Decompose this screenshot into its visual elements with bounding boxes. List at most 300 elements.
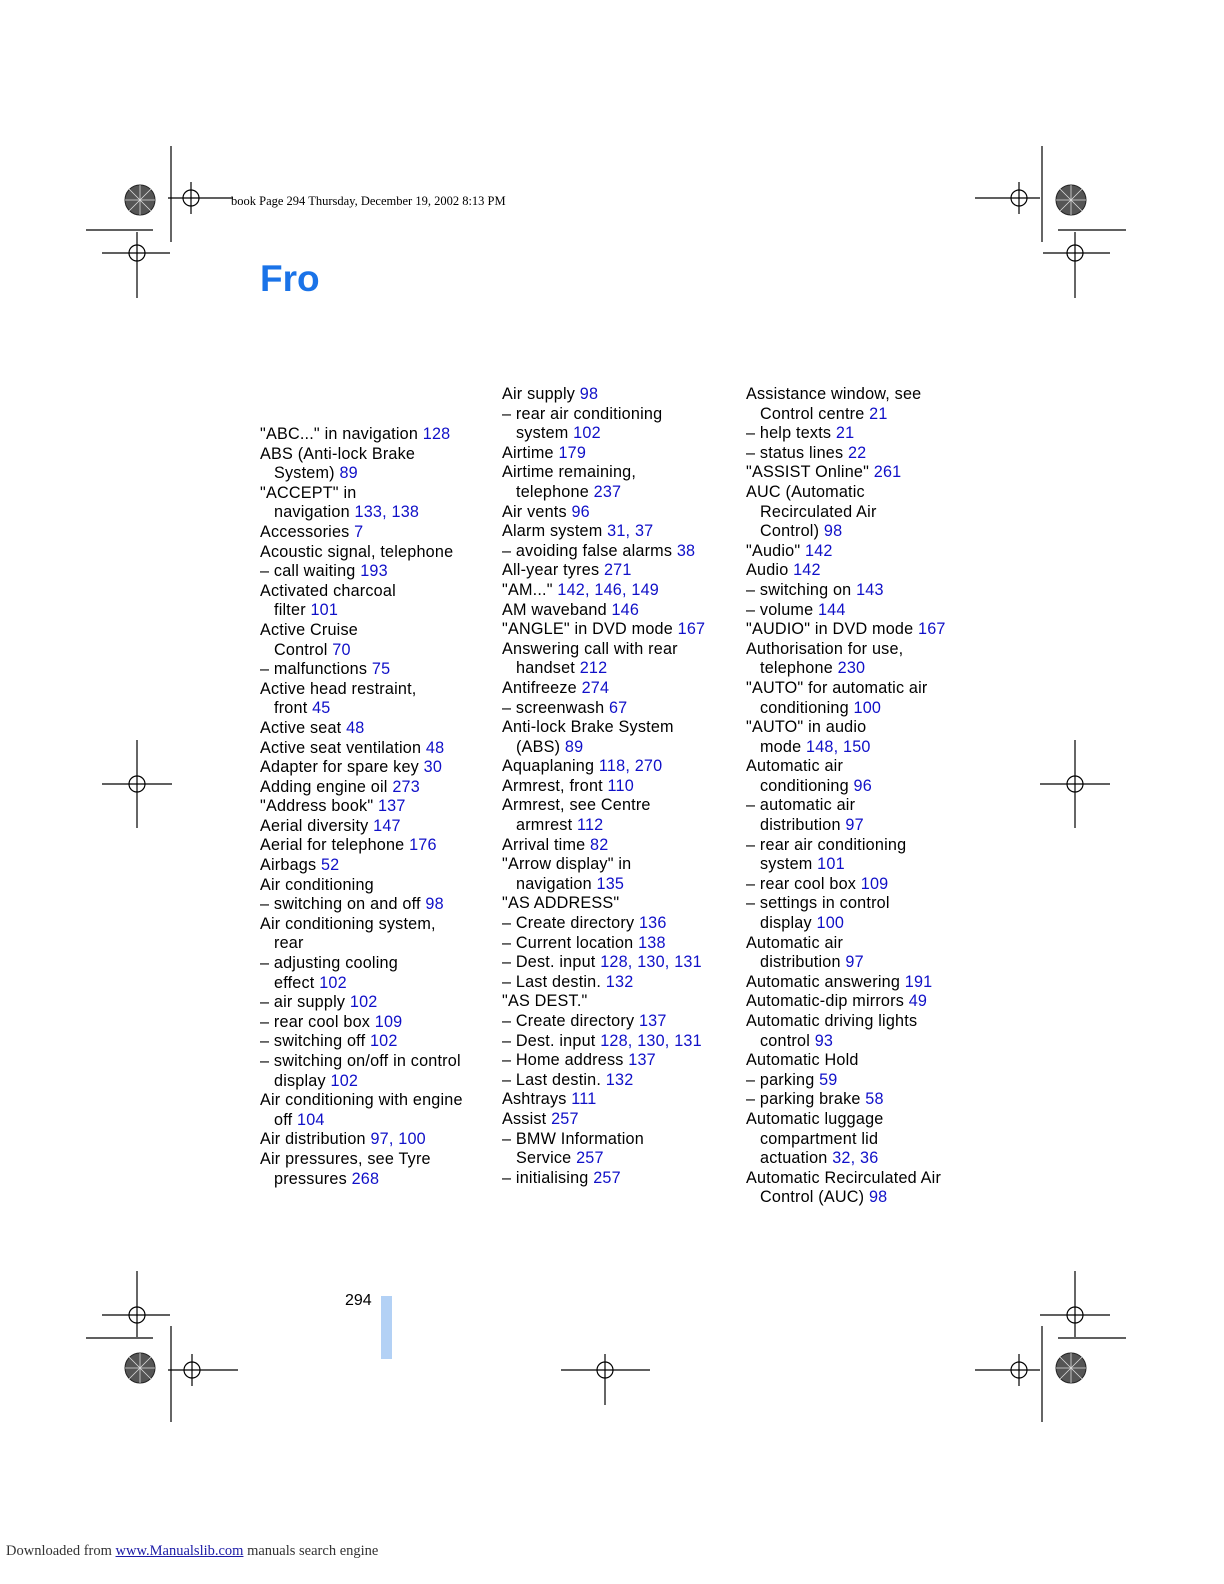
index-entry-text: Aquaplaning <box>502 757 599 776</box>
index-entry-text: Control (AUC) <box>760 1188 869 1207</box>
index-entry <box>260 680 500 700</box>
index-entry-text: "AM..." <box>502 580 558 599</box>
index-entry <box>260 621 500 641</box>
index-page-link[interactable]: 136 <box>638 914 667 933</box>
index-page-link[interactable]: 7 <box>354 522 364 541</box>
index-entry-text: Airbags <box>260 856 321 875</box>
index-entry <box>502 1110 742 1130</box>
index-entry-text: – Dest. input <box>502 1031 601 1050</box>
index-entry-text: Air conditioning with engine <box>260 1091 463 1110</box>
index-page-link[interactable]: 167 <box>918 620 946 639</box>
index-entry <box>502 659 742 679</box>
index-entry <box>260 797 500 817</box>
index-page-link[interactable]: 100 <box>853 698 882 717</box>
index-entry-text: distribution <box>760 953 846 972</box>
index-entry-text: – automatic air <box>746 796 856 815</box>
index-page-link[interactable]: 147 <box>373 816 401 835</box>
index-entry <box>260 464 500 484</box>
index-entry-text: "Arrow display" in <box>502 855 632 874</box>
index-page-link[interactable]: 137 <box>628 1051 656 1070</box>
index-page-link[interactable]: 133, 138 <box>354 503 420 522</box>
index-entry <box>260 699 500 719</box>
index-entry <box>746 875 986 895</box>
index-entry-text: actuation <box>760 1149 833 1168</box>
index-entry <box>502 581 742 601</box>
index-page-link[interactable]: 257 <box>576 1149 604 1168</box>
index-page-link[interactable]: 96 <box>853 776 872 795</box>
index-entry <box>502 542 742 562</box>
index-page-link[interactable]: 48 <box>425 738 445 757</box>
index-entry-text: Service <box>516 1149 577 1168</box>
index-entry-text: "AUTO" in audio <box>746 718 867 737</box>
index-entry <box>746 914 986 934</box>
index-entry <box>746 836 986 856</box>
index-entry <box>502 699 742 719</box>
index-entry <box>746 1012 986 1032</box>
index-page-link[interactable]: 230 <box>837 659 866 678</box>
index-entry <box>502 1169 742 1189</box>
index-entry-text: display <box>274 1071 331 1090</box>
index-entry-text: – rear air conditioning <box>746 835 907 854</box>
index-page-link[interactable]: 32, 36 <box>832 1149 879 1168</box>
index-page-link[interactable]: 75 <box>371 660 391 679</box>
index-entry-text: Control) <box>760 522 824 541</box>
index-page-link[interactable]: 82 <box>590 835 609 854</box>
index-page-link[interactable]: 102 <box>349 993 378 1012</box>
index-entry-text: Air distribution <box>260 1130 371 1149</box>
index-entry-text: distribution <box>760 816 846 835</box>
index-entry-text: – rear cool box <box>260 1012 375 1031</box>
index-entry <box>260 1032 500 1052</box>
index-page-link[interactable]: 143 <box>856 580 884 599</box>
index-entry-text: Authorisation for use, <box>746 639 904 658</box>
index-page-link[interactable]: 98 <box>425 895 444 914</box>
index-entry-text: front <box>274 699 313 718</box>
index-page-link[interactable]: 148, 150 <box>806 737 871 756</box>
index-entry-text: compartment lid <box>760 1129 879 1148</box>
index-entry <box>746 699 986 719</box>
index-entry-text: – volume <box>746 600 818 619</box>
index-entry <box>260 445 500 465</box>
index-entry <box>260 582 500 602</box>
index-page-link[interactable]: 45 <box>312 699 331 718</box>
index-page-link[interactable]: 167 <box>677 620 706 639</box>
index-entry <box>502 1090 742 1110</box>
index-entry <box>260 895 500 915</box>
index-entry <box>746 1071 986 1091</box>
index-entry-text: navigation <box>516 874 597 893</box>
index-entry-text: Control centre <box>760 404 870 423</box>
index-entry <box>746 561 986 581</box>
index-entry <box>260 660 500 680</box>
index-entry-text: Automatic-dip mirrors <box>746 992 909 1011</box>
index-entry-text: Airtime <box>502 443 559 462</box>
index-page-link[interactable]: 21 <box>835 424 855 443</box>
index-entry-text: Active Cruise <box>260 620 358 639</box>
index-page-link[interactable]: 112 <box>576 816 604 835</box>
index-page-link[interactable]: 138 <box>638 933 666 952</box>
index-entry <box>746 659 986 679</box>
index-entry-text: ABS (Anti-lock Brake <box>260 444 416 463</box>
index-entry <box>260 543 500 563</box>
index-entry-text: "ABC..." in navigation <box>260 425 423 443</box>
index-page-link[interactable]: 102 <box>330 1071 359 1090</box>
index-entry <box>746 405 986 425</box>
index-entry-text: "Audio" <box>746 541 805 560</box>
index-entry-text: – settings in control <box>746 894 890 913</box>
index-entry <box>260 484 500 504</box>
index-entry-text: display <box>760 914 817 933</box>
index-entry <box>746 640 986 660</box>
index-entry-text: System) <box>274 464 340 483</box>
index-entry <box>746 738 986 758</box>
index-page-link[interactable]: 98 <box>868 1188 888 1207</box>
index-entry-text: Anti-lock Brake System <box>502 718 674 737</box>
index-entry <box>502 1032 742 1052</box>
index-page-link[interactable]: 110 <box>607 776 634 795</box>
index-page-link[interactable]: 22 <box>847 443 867 462</box>
index-entry <box>502 934 742 954</box>
index-page-link[interactable]: 135 <box>596 874 625 893</box>
index-entry-text: conditioning <box>760 776 854 795</box>
index-entry-text: "ANGLE" in DVD mode <box>502 620 678 639</box>
index-page-link[interactable]: 97 <box>845 953 864 972</box>
index-entry-text: AM waveband <box>502 600 612 619</box>
index-page-link[interactable]: 89 <box>339 464 358 483</box>
index-entry-text: "ASSIST Online" <box>746 463 874 482</box>
index-entry-text: AUC (Automatic <box>746 482 865 501</box>
index-page-link[interactable]: 273 <box>392 777 420 796</box>
index-page-link[interactable]: 21 <box>869 404 888 423</box>
index-entry-text: – air supply <box>260 993 350 1012</box>
index-entry <box>502 424 742 444</box>
index-entry <box>746 1169 986 1189</box>
index-page-link[interactable]: 142 <box>805 541 833 560</box>
index-entry <box>260 425 500 445</box>
index-page-link[interactable]: 98 <box>823 522 843 541</box>
index-page-link[interactable]: 52 <box>320 856 340 875</box>
index-entry <box>260 1170 500 1190</box>
index-entry <box>746 973 986 993</box>
index-entry <box>260 856 500 876</box>
index-page-link[interactable]: 104 <box>297 1110 325 1129</box>
index-entry <box>746 1032 986 1052</box>
index-entry-text: – avoiding false alarms <box>502 541 677 560</box>
index-entry-text: filter <box>274 601 311 620</box>
index-entry-text: Aerial diversity <box>260 816 374 835</box>
index-entry <box>746 503 986 523</box>
index-entry-text: Air conditioning system, <box>260 914 436 933</box>
index-entry <box>502 1149 742 1169</box>
index-page-link[interactable]: 111 <box>571 1090 597 1109</box>
index-page-link[interactable]: 96 <box>571 502 590 521</box>
index-entry <box>260 778 500 798</box>
index-entry-text: Armrest, front <box>502 776 608 795</box>
index-page-link[interactable]: 128 <box>422 425 451 443</box>
index-entry-text: – parking <box>746 1070 820 1089</box>
index-entry <box>260 974 500 994</box>
index-entry-text: Assistance window, see <box>746 385 922 403</box>
index-page-link[interactable]: 101 <box>310 601 339 620</box>
index-entry <box>260 739 500 759</box>
index-entry-text: Air pressures, see Tyre <box>260 1149 431 1168</box>
index-entry-text: Audio <box>746 561 794 580</box>
index-page-link[interactable]: 191 <box>904 972 933 991</box>
index-entry-text: Assist <box>502 1109 552 1128</box>
index-entry <box>260 719 500 739</box>
index-entry <box>260 836 500 856</box>
index-entry-text: Ashtrays <box>502 1090 572 1109</box>
index-entry <box>746 953 986 973</box>
index-entry-text: Alarm system <box>502 522 608 541</box>
index-page-link[interactable]: 257 <box>593 1168 621 1187</box>
index-entry <box>502 385 742 405</box>
index-entry-text: – Last destin. <box>502 972 606 991</box>
index-entry-text: Automatic air <box>746 933 844 952</box>
index-page-link[interactable]: 128, 130, 131 <box>600 1031 702 1050</box>
index-entry <box>746 581 986 601</box>
index-column-2 <box>502 385 742 1188</box>
index-entry-text: Answering call with rear <box>502 639 678 658</box>
index-entry-text: – screenwash <box>502 698 609 717</box>
index-entry <box>502 463 742 483</box>
index-entry-text: "ACCEPT" in <box>260 483 357 502</box>
index-entry <box>502 561 742 581</box>
index-entry-text: – help texts <box>746 424 836 443</box>
index-page-link[interactable]: 38 <box>676 541 696 560</box>
index-entry-text: mode <box>760 737 806 756</box>
index-entry-text: – Current location <box>502 933 639 952</box>
index-entry <box>502 444 742 464</box>
index-entry-text: Armrest, see Centre <box>502 796 651 815</box>
index-column-3 <box>746 385 986 1208</box>
index-entry-text: "AUDIO" in DVD mode <box>746 620 919 639</box>
index-entry-text: Control <box>274 640 333 659</box>
index-entry-text: "Address book" <box>260 797 378 816</box>
index-entry <box>746 620 986 640</box>
index-page-link[interactable]: 100 <box>816 914 845 933</box>
index-entry <box>502 679 742 699</box>
index-entry-text: – BMW Information <box>502 1129 644 1148</box>
index-entry <box>746 1110 986 1130</box>
index-entry-text: Arrival time <box>502 835 591 854</box>
footer-prefix: Downloaded from <box>6 1543 116 1559</box>
index-entry <box>502 1071 742 1091</box>
index-page-link[interactable]: 31, 37 <box>607 522 654 541</box>
index-page-link[interactable]: 142, 146, 149 <box>557 580 659 599</box>
index-entry <box>746 1130 986 1150</box>
index-entry <box>502 757 742 777</box>
index-page-link[interactable]: 97, 100 <box>370 1130 426 1149</box>
index-entry-text: "AS ADDRESS" <box>502 894 620 913</box>
index-entry-text: system <box>760 855 818 874</box>
index-entry-text: – status lines <box>746 443 848 462</box>
index-page-link[interactable]: 98 <box>579 385 599 403</box>
index-page-link[interactable]: 97 <box>845 816 864 835</box>
index-entry-text: – Dest. input <box>502 953 601 972</box>
index-entry <box>502 503 742 523</box>
index-entry <box>260 1150 500 1170</box>
index-entry-text: – Create directory <box>502 914 639 933</box>
footer-link[interactable]: www.Manualslib.com <box>115 1543 244 1559</box>
index-entry-text: telephone <box>516 482 594 501</box>
index-page-link[interactable]: 146 <box>611 600 640 619</box>
index-entry <box>502 816 742 836</box>
index-entry-text: – initialising <box>502 1168 594 1187</box>
index-page-link[interactable]: 109 <box>374 1012 403 1031</box>
index-entry-text: Automatic air <box>746 757 844 776</box>
index-page-link[interactable]: 137 <box>638 1012 667 1030</box>
index-page-link[interactable]: 102 <box>319 973 347 992</box>
index-entry <box>502 973 742 993</box>
index-entry <box>746 542 986 562</box>
index-entry-text: Active head restraint, <box>260 679 417 698</box>
index-entry <box>746 718 986 738</box>
index-entry <box>746 777 986 797</box>
index-entry-text: Automatic Recirculated Air <box>746 1168 942 1187</box>
index-entry-text: Air supply <box>502 385 580 403</box>
index-entry <box>746 385 986 405</box>
index-entry <box>260 562 500 582</box>
index-page-link[interactable]: 212 <box>579 659 608 678</box>
index-entry-text: telephone <box>760 659 838 678</box>
index-page-link[interactable]: 48 <box>346 718 365 737</box>
index-column-1 <box>260 425 500 1189</box>
index-entry <box>746 424 986 444</box>
index-page-link[interactable]: 128, 130, 131 <box>600 953 702 972</box>
index-entry-text: Acoustic signal, telephone <box>260 542 454 561</box>
index-entry <box>502 1051 742 1071</box>
index-entry <box>260 601 500 621</box>
index-page-link[interactable]: 274 <box>581 678 610 697</box>
index-entry-text: – Create directory <box>502 1012 639 1030</box>
index-page-link[interactable]: 93 <box>814 1031 834 1050</box>
index-entry-text: Recirculated Air <box>760 502 877 521</box>
index-entry <box>260 934 500 954</box>
index-entry <box>502 855 742 875</box>
index-entry <box>746 1051 986 1071</box>
index-entry-text: – rear cool box <box>746 874 861 893</box>
index-entry <box>502 640 742 660</box>
index-entry <box>746 483 986 503</box>
index-page-link[interactable]: 142 <box>793 561 821 580</box>
index-entry <box>502 738 742 758</box>
index-page-link[interactable]: 144 <box>817 600 846 619</box>
index-entry-text: handset <box>516 659 580 678</box>
index-entry <box>502 620 742 640</box>
index-entry <box>746 934 986 954</box>
index-entry <box>260 503 500 523</box>
index-entry-text: Automatic driving lights <box>746 1012 918 1030</box>
index-entry-text: – switching on <box>746 580 857 599</box>
index-entry <box>746 992 986 1012</box>
index-page-link[interactable]: 102 <box>573 424 601 443</box>
index-entry-text: Adapter for spare key <box>260 758 424 777</box>
index-entry <box>260 1052 500 1072</box>
index-entry <box>746 796 986 816</box>
index-page-link[interactable]: 132 <box>605 1070 634 1089</box>
index-entry-text: Automatic Hold <box>746 1051 859 1070</box>
index-entry-text: – Home address <box>502 1051 629 1070</box>
index-page-link[interactable]: 70 <box>332 640 351 659</box>
index-entry-text: pressures <box>274 1169 352 1188</box>
index-page-link[interactable]: 261 <box>873 463 902 482</box>
index-entry <box>260 993 500 1013</box>
index-entry <box>746 757 986 777</box>
index-entry-text: Activated charcoal <box>260 581 396 600</box>
index-page-link[interactable]: 179 <box>558 443 587 462</box>
index-entry <box>502 718 742 738</box>
index-entry-text: "AUTO" for automatic air <box>746 678 928 697</box>
index-entry-text: – call waiting <box>260 562 361 581</box>
index-entry <box>502 796 742 816</box>
index-page-link[interactable]: 89 <box>564 737 584 756</box>
print-header-slug: book Page 294 Thursday, December 19, 2002 8:13 PM <box>231 194 506 208</box>
index-entry-text: conditioning <box>760 698 854 717</box>
index-page-link[interactable]: 271 <box>603 561 632 580</box>
index-entry <box>502 953 742 973</box>
index-entry-text: "AS DEST." <box>502 992 588 1011</box>
index-entry <box>502 777 742 797</box>
index-entry-text: armrest <box>516 816 577 835</box>
index-entry <box>502 875 742 895</box>
index-entry <box>260 876 500 896</box>
page-number: 294 <box>345 1292 372 1309</box>
index-page-link[interactable]: 132 <box>605 972 634 991</box>
index-page-link[interactable]: 109 <box>860 874 889 893</box>
index-entry-text: control <box>760 1031 815 1050</box>
index-page-link[interactable]: 176 <box>409 836 437 855</box>
index-entry-text: (ABS) <box>516 737 565 756</box>
index-entry-text: All-year tyres <box>502 561 604 580</box>
index-entry <box>746 444 986 464</box>
index-entry <box>260 758 500 778</box>
index-entry-text: – switching off <box>260 1032 370 1051</box>
index-page-link[interactable]: 49 <box>908 992 928 1011</box>
index-entry <box>502 894 742 914</box>
index-entry <box>260 1072 500 1092</box>
index-entry-text: – rear air conditioning <box>502 404 663 423</box>
index-page-link[interactable]: 102 <box>369 1032 398 1051</box>
section-title: Fro <box>260 258 320 299</box>
index-page-link[interactable]: 137 <box>377 797 406 816</box>
index-entry <box>260 641 500 661</box>
index-entry <box>746 1188 986 1208</box>
index-entry <box>502 914 742 934</box>
index-entry <box>502 405 742 425</box>
index-page-link[interactable]: 193 <box>360 562 388 581</box>
index-entry-text: Adding engine oil <box>260 777 393 796</box>
index-page-link[interactable]: 257 <box>551 1109 579 1128</box>
index-entry <box>260 523 500 543</box>
index-entry-text: effect <box>274 973 320 992</box>
download-footer <box>6 1543 378 1560</box>
index-page-link[interactable]: 67 <box>608 698 628 717</box>
index-page-link[interactable]: 101 <box>817 855 845 874</box>
index-entry <box>746 855 986 875</box>
index-entry-text: – Last destin. <box>502 1070 606 1089</box>
index-entry <box>260 954 500 974</box>
index-page-link[interactable]: 58 <box>865 1090 884 1109</box>
index-page-link[interactable]: 268 <box>351 1169 380 1188</box>
index-entry <box>260 1091 500 1111</box>
index-page-link[interactable]: 59 <box>819 1070 838 1089</box>
index-entry-text: off <box>274 1110 298 1129</box>
index-entry <box>502 483 742 503</box>
index-page-link[interactable]: 118, 270 <box>598 757 663 776</box>
index-page-link[interactable]: 30 <box>423 758 443 777</box>
index-page-link[interactable]: 237 <box>593 482 622 501</box>
